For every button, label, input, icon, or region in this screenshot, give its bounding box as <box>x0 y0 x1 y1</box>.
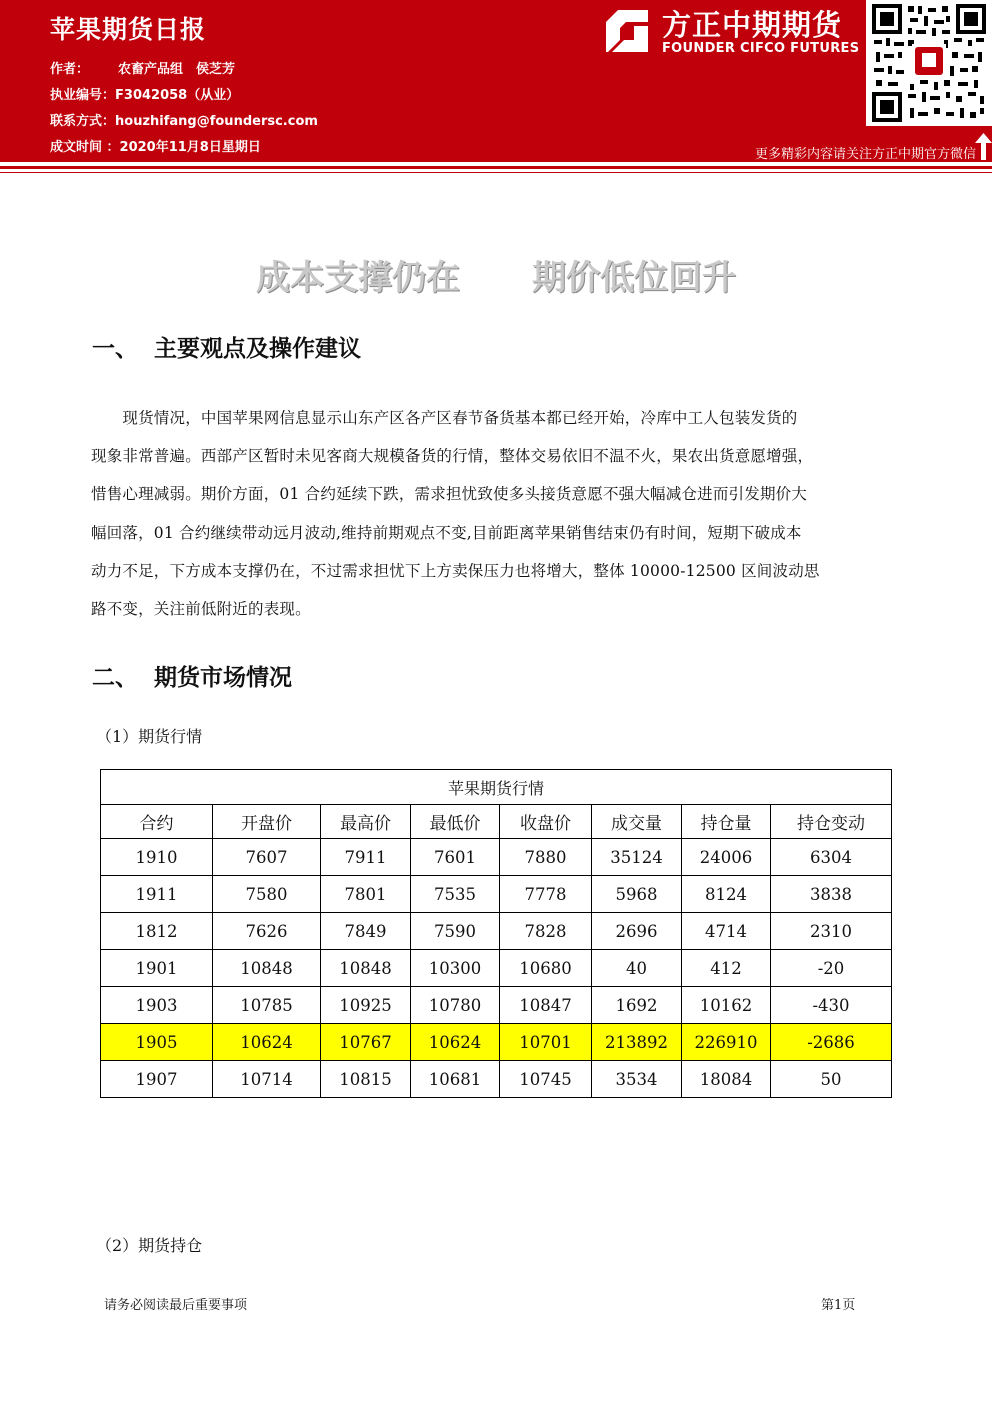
report-title: 苹果期货日报 <box>50 15 207 44</box>
table-cell: 7607 <box>213 839 321 876</box>
section-number: 一、 <box>92 336 138 362</box>
table-cell: 10785 <box>213 987 321 1024</box>
table-cell: 1812 <box>101 913 213 950</box>
table-cell: 10925 <box>321 987 411 1024</box>
column-header: 最高价 <box>321 805 411 839</box>
report-header-band <box>0 0 992 162</box>
table-cell: 10701 <box>500 1024 592 1061</box>
table-cell: 10815 <box>321 1061 411 1098</box>
page-number: 第1页 <box>821 1298 856 1313</box>
contact-line <box>50 110 318 129</box>
table-cell: 3838 <box>771 876 892 913</box>
header-divider-thin <box>0 172 992 173</box>
table-cell: 35124 <box>592 839 682 876</box>
column-header: 收盘价 <box>500 805 592 839</box>
qr-code <box>866 0 992 126</box>
paragraph-line: 幅回落，01 合约继续带动远月波动,维持前期观点不变,目前距离苹果销售结束仍有时间，短期下破成本 <box>91 523 802 542</box>
paragraph-line: 惜售心理减弱。期价方面，01 合约延续下跌，需求担忧致使多头接货意愿不强大幅减仓进而引发期价大 <box>91 485 808 504</box>
date-value: 2020年11月8日星期日 <box>119 140 261 155</box>
table-cell: 10780 <box>411 987 500 1024</box>
table-row <box>101 987 892 1024</box>
paragraph-line: 现货情况，中国苹果网信息显示山东产区各产区春节备货基本都已经开始，冷库中工人包装发货的 <box>91 409 798 427</box>
license-line <box>50 84 239 103</box>
date-label: 成文时间 ： <box>50 140 120 155</box>
license-value: F3042058（从业） <box>115 88 240 103</box>
section-heading-2 <box>92 659 292 692</box>
main-title <box>0 250 992 299</box>
table-cell: 7849 <box>321 913 411 950</box>
table-cell: 7880 <box>500 839 592 876</box>
section-title: 期货市场情况 <box>154 665 292 691</box>
column-header: 开盘价 <box>213 805 321 839</box>
table-cell: 7911 <box>321 839 411 876</box>
contact-value[interactable]: houzhifang@foundersc.com <box>115 114 318 129</box>
table-row <box>101 839 892 876</box>
table-cell: 412 <box>682 950 771 987</box>
footer-notice: 请务必阅读最后重要事项 <box>104 1298 248 1313</box>
table-cell: 10847 <box>500 987 592 1024</box>
table-cell: 7580 <box>213 876 321 913</box>
table-cell: 6304 <box>771 839 892 876</box>
column-header: 成交量 <box>592 805 682 839</box>
table-cell: 10624 <box>411 1024 500 1061</box>
table-cell: 5968 <box>592 876 682 913</box>
table-cell: 7626 <box>213 913 321 950</box>
table-row <box>101 950 892 987</box>
header-divider-thick <box>0 166 992 169</box>
author-label: 作者： <box>50 62 90 77</box>
analysis-paragraph <box>91 399 893 628</box>
follow-wechat-note[interactable]: 更多精彩内容请关注方正中期官方微信 <box>754 147 976 162</box>
brand-name-cn: 方正中期期货 <box>662 8 843 42</box>
table-cell: 213892 <box>592 1024 682 1061</box>
table-cell: 7601 <box>411 839 500 876</box>
subsection-futures-quotes: （1）期货行情 <box>96 727 203 746</box>
table-cell: 2696 <box>592 913 682 950</box>
subsection-futures-positions: （2）期货持仓 <box>96 1236 203 1255</box>
table-cell: 226910 <box>682 1024 771 1061</box>
table-cell: 10681 <box>411 1061 500 1098</box>
table-cell: 1903 <box>101 987 213 1024</box>
table-cell: 10624 <box>213 1024 321 1061</box>
paragraph-line: 动力不足，下方成本支撑仍在，不过需求担忧下上方卖保压力也将增大，整体 10000-12500 区间波动思 <box>91 561 820 580</box>
table-cell: 1911 <box>101 876 213 913</box>
table-cell: 1910 <box>101 839 213 876</box>
section-number: 二、 <box>92 665 138 691</box>
table-cell: 18084 <box>682 1061 771 1098</box>
table-cell: 7828 <box>500 913 592 950</box>
main-title-left: 成本支撑仍在 <box>256 258 460 298</box>
table-cell: 50 <box>771 1061 892 1098</box>
table-cell: 3534 <box>592 1061 682 1098</box>
table-cell: 40 <box>592 950 682 987</box>
table-row <box>101 913 892 950</box>
table-cell: 7801 <box>321 876 411 913</box>
arrow-up-icon <box>975 133 992 160</box>
table-cell: 2310 <box>771 913 892 950</box>
table-cell: 7778 <box>500 876 592 913</box>
paragraph-line: 现象非常普遍。西部产区暂时未见客商大规模备货的行情，整体交易依旧不温不火，果农出货意愿增强， <box>91 447 814 466</box>
apple-futures-table <box>100 769 892 1098</box>
table-header-row <box>101 805 892 839</box>
table-row <box>101 1061 892 1098</box>
table-cell: 7590 <box>411 913 500 950</box>
table-title: 苹果期货行情 <box>101 770 892 805</box>
date-line <box>50 136 261 155</box>
table-cell: 10745 <box>500 1061 592 1098</box>
table-row <box>101 876 892 913</box>
table-cell: 10848 <box>321 950 411 987</box>
author-value: 农畜产品组 侯芝芳 <box>118 62 236 77</box>
table-cell: 8124 <box>682 876 771 913</box>
table-cell: 1907 <box>101 1061 213 1098</box>
table-cell: -430 <box>771 987 892 1024</box>
author-line <box>50 58 235 77</box>
table-cell: 10848 <box>213 950 321 987</box>
table-row-highlighted <box>101 1024 892 1061</box>
license-label: 执业编号： <box>50 88 116 103</box>
table-cell: 10714 <box>213 1061 321 1098</box>
table-cell: 7535 <box>411 876 500 913</box>
column-header: 持仓量 <box>682 805 771 839</box>
table-cell: 4714 <box>682 913 771 950</box>
table-cell: -20 <box>771 950 892 987</box>
section-title: 主要观点及操作建议 <box>154 336 361 362</box>
table-cell: 10680 <box>500 950 592 987</box>
table-cell: 10767 <box>321 1024 411 1061</box>
table-cell: 24006 <box>682 839 771 876</box>
brand-name-en: FOUNDER CIFCO FUTURES <box>662 41 860 56</box>
contact-label: 联系方式： <box>50 114 116 129</box>
main-title-right: 期价低位回升 <box>532 258 736 298</box>
section-heading-1 <box>92 330 361 363</box>
table-cell: 10300 <box>411 950 500 987</box>
founder-logo-icon <box>604 8 650 54</box>
column-header: 持仓变动 <box>771 805 892 839</box>
table-cell: -2686 <box>771 1024 892 1061</box>
table-cell: 1692 <box>592 987 682 1024</box>
paragraph-line: 路不变，关注前低附近的表现。 <box>91 600 311 619</box>
column-header: 合约 <box>101 805 213 839</box>
table-cell: 10162 <box>682 987 771 1024</box>
table-cell: 1905 <box>101 1024 213 1061</box>
qr-code-icon <box>872 4 986 122</box>
table-cell: 1901 <box>101 950 213 987</box>
column-header: 最低价 <box>411 805 500 839</box>
